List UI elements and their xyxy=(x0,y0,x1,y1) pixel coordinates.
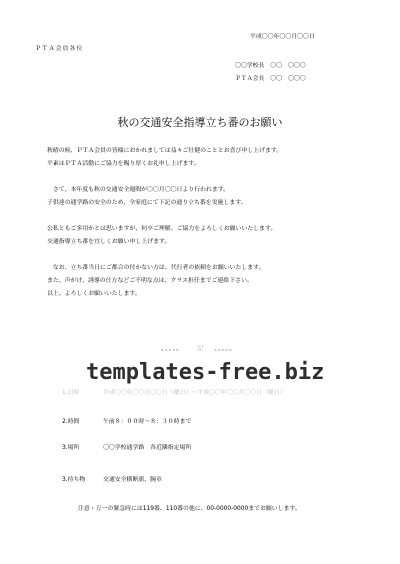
ki-decoration-left: ▪▪▪▪▪ xyxy=(161,347,180,352)
document-date: 平成〇〇年〇〇月〇〇日 xyxy=(250,34,315,40)
sender-principal: 〇〇学校長 〇〇 〇〇〇 xyxy=(235,63,306,69)
item-label-belongings: 3.持ち物 xyxy=(62,477,86,483)
body-line: 公私ともご多用かとは思いますが、何卒ご理解、ご協力をよろしくお願いいたします。 xyxy=(47,226,277,232)
body-line: 秋晴の候、ＰＴＡ会員の皆様におかれましては益々ご壮健のこととお喜び申し上げます。 xyxy=(47,148,283,154)
ki-decoration-right: ▪▪▪▪▪ xyxy=(214,347,233,352)
watermark-logo: templates-free.biz xyxy=(86,360,325,385)
body-line: また、声がけ、誘導の仕方などご不明な点は、クラス担任までご連絡下さい。 xyxy=(47,278,253,284)
item-value-place: 〇〇学校通学路 各近隣指定場所 xyxy=(103,445,192,451)
sender-pta-chair: ＰＴＡ会長 〇〇 〇〇〇 xyxy=(235,76,306,82)
item-label-place: 3.場所 xyxy=(62,445,80,451)
recipient: ＰＴＡ会員各位 xyxy=(35,46,84,52)
item-label-time: 2.時間 xyxy=(62,419,80,425)
document-title: 秋の交通安全指導立ち番のお願い xyxy=(117,116,283,129)
ki-heading: 記 xyxy=(197,344,204,352)
emergency-note: 注意・万一の緊急時には119番、110番の他に、00-0000-0000までお願いします。 xyxy=(78,506,301,512)
item-value-time: 午前８：００時〜８：３０時まで xyxy=(103,419,192,425)
body-line: 以上、よろしくお願いいたします。 xyxy=(47,291,141,297)
body-line: 子供達の通学路の安全のため、全家庭にて下記の通り立ち番を実施します。 xyxy=(47,200,247,206)
item-value-belongings: 交通安全横断旗、腕章 xyxy=(103,477,162,483)
body-line: さて、本年度も秋の交通安全週間が〇〇月〇〇日より行われます。 xyxy=(47,187,230,193)
item-label-datetime: 1.日時 xyxy=(62,390,80,396)
body-line: 平素はＰＴＡ活動にご協力を賜り厚くお礼申し上げます。 xyxy=(47,161,200,167)
body-line: なお、立ち番当日にご都合の付かない方は、代行者の依頼をお願いいたします。 xyxy=(47,265,265,271)
item-value-datetime: 平成〇〇年〇〇月〇〇日（曜日）〜平成〇〇年〇〇月〇〇日（曜日） xyxy=(103,390,286,396)
body-line: 交通指導立ち番を宜しくお願い申し上げます。 xyxy=(47,239,171,245)
